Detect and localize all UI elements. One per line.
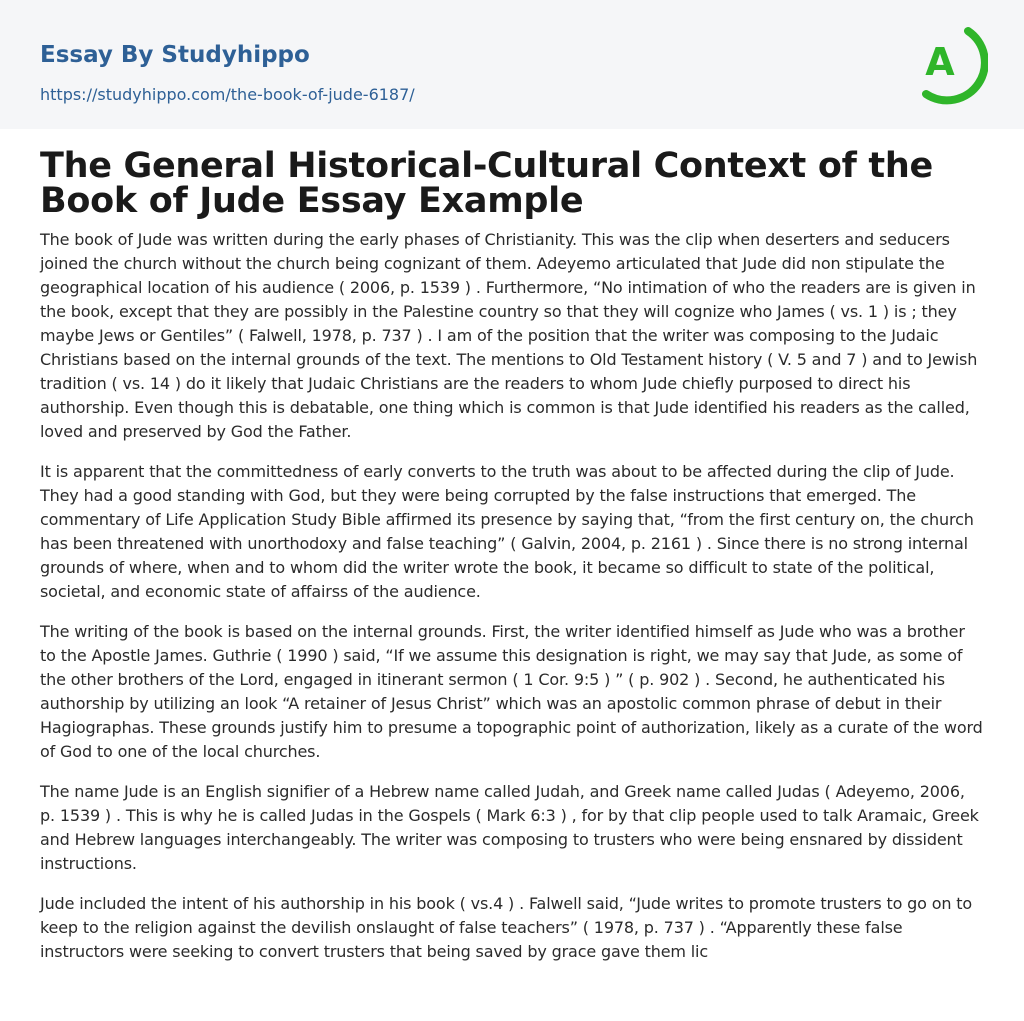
paragraph-5: Jude included the intent of his authorship in his book ( vs.4 ) . Falwell said, “Jude writes to promote trusters to go on to keep to the religion against the devilish onslaught of false teachers” ( 1978, p. 737 ) . “Apparently these false instructors were seeking to convert trusters that being saved by grace gave them lic — [40, 894, 973, 961]
paragraph-2: It is apparent that the committedness of early converts to the truth was about to be affected during the clip of Jude. They had a good standing with God, but they were being corrupted by the false instructions that emerged. The commentary of Life Application Study Bible affirmed its presence by saying that, “from the first century on, the church has been threatened with unorthodoxy and false teaching” ( Galvin, 2004, p. 2161 ) . Since there is no strong internal grounds of where, when and to whom did the writer wrote the book, it became so difficult to state of the political, societal, and economic state of affairss of the audience. — [40, 462, 974, 601]
source-url-link[interactable]: https://studyhippo.com/the-book-of-jude-6187/ — [40, 85, 415, 104]
article-body — [40, 228, 984, 980]
brand-title[interactable]: Essay By Studyhippo — [40, 42, 310, 68]
paragraph-3: The writing of the book is based on the internal grounds. First, the writer identified himself as Jude who was a brother to the Apostle James. Guthrie ( 1990 ) said, “If we assume this designation is right, we may say that Jude, as some of the other brothers of the Lord, engaged in itinerant sermon ( 1 Cor. 9:5 ) ” ( p. 902 ) . Second, he authenticated his authorship by utilizing an look “A retainer of Jesus Christ” which was an apostolic common phrase of debut in their Hagiographas. These grounds justify him to presume a topographic point of authorization, likely as a curate of the word of God to one of the local churches. — [40, 622, 983, 761]
paragraph-1: The book of Jude was written during the early phases of Christianity. This was the clip when deserters and seducers joined the church without the church being cognizant of them. Adeyemo articulated that Jude did non stipulate the geographical location of his audience ( 2006, p. 1539 ) . Furthermore, “No intimation of who the readers are is given in the book, except that they are possibly in the Palestine country so that they will cognize who James ( vs. 1 ) is ; they maybe Jews or Gentiles” ( Falwell, 1978, p. 737 ) . I am of the position that the writer was composing to the Judaic Christians based on the internal grounds of the text. The mentions to Old Testament history ( V. 5 and 7 ) and to Jewish tradition ( vs. 14 ) do it likely that Judaic Christians are the readers to whom Jude chiefly purposed to direct his authorship. Even though this is debatable, one thing which is common is that Jude identified his readers as the called, loved and preserved by God the Father. — [40, 230, 978, 441]
logo-letter: A — [925, 40, 955, 84]
paragraph-4: The name Jude is an English signifier of a Hebrew name called Judah, and Greek name called Judas ( Adeyemo, 2006, p. 1539 ) . This is why he is called Judas in the Gospels ( Mark 6:3 ) , for by that clip people used to talk Aramaic, Greek and Hebrew languages interchangeably. The writer was composing to trusters who were being ensnared by dissident instructions. — [40, 782, 979, 873]
page-title: The General Historical-Cultural Context of the Book of Jude Essay Example — [40, 146, 933, 221]
